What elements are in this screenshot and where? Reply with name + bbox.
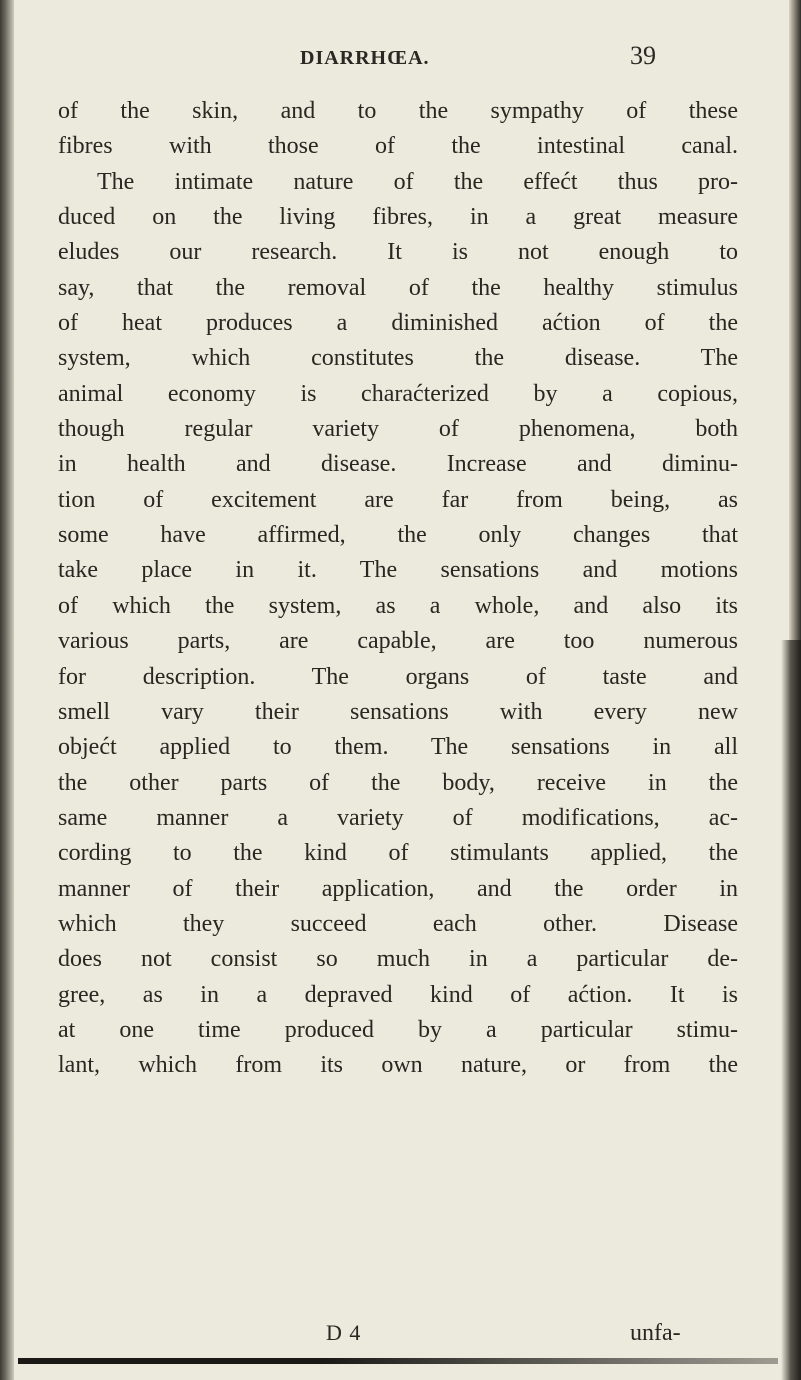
running-title: DIARRHŒA. — [300, 47, 430, 69]
text-line: tion of excitement are far from being, as — [58, 486, 738, 513]
text-line: for description. The organs of taste and — [58, 663, 738, 690]
text-line: smell vary their sensations with every new — [58, 698, 738, 725]
text-line: same manner a variety of modifications, ac- — [58, 804, 738, 831]
page-bottom-shadow — [18, 1358, 778, 1364]
text-line: eludes our research. It is not enough to — [58, 239, 738, 266]
text-line: in health and disease. Increase and diminu- — [58, 451, 738, 478]
text-line: though regular variety of phenomena, both — [58, 416, 738, 443]
text-line: say, that the removal of the healthy stimulus — [58, 274, 738, 301]
text-line: take place in it. The sensations and motions — [58, 557, 738, 584]
text-line: The intimate nature of the effećt thus pro- — [97, 168, 738, 195]
text-line: fibres with those of the intestinal canal. — [58, 133, 738, 160]
text-line: of heat produces a diminished aćtion of the — [58, 310, 738, 337]
text-line: objećt applied to them. The sensations in all — [58, 734, 738, 761]
text-line: duced on the living fibres, in a great measure — [58, 204, 738, 231]
text-line: manner of their application, and the order in — [58, 875, 738, 902]
catchword: unfa- — [630, 1320, 681, 1346]
text-line: of which the system, as a whole, and also its — [58, 592, 738, 619]
text-line: the other parts of the body, receive in the — [58, 769, 738, 796]
page-footer — [0, 1320, 801, 1360]
text-line: does not consist so much in a particular de- — [58, 946, 738, 973]
text-line: animal economy is charaćterized by a copious, — [58, 380, 738, 407]
text-line: at one time produced by a particular stimu- — [58, 1016, 738, 1043]
text-line: of the skin, and to the sympathy of these — [58, 98, 738, 124]
text-line: cording to the kind of stimulants applied, the — [58, 840, 738, 867]
page-edge-shadow — [781, 640, 801, 1380]
text-line: gree, as in a depraved kind of aćtion. It is — [58, 981, 738, 1008]
text-line: system, which constitutes the disease. The — [58, 345, 738, 372]
body-text — [58, 94, 738, 1084]
text-line: lant, which from its own nature, or from the — [58, 1052, 738, 1079]
page-number: 39 — [630, 41, 656, 70]
page-header — [0, 41, 801, 81]
signature-mark: D 4 — [326, 1320, 362, 1345]
page-edge-left — [0, 0, 14, 1380]
text-line: various parts, are capable, are too numerous — [58, 628, 738, 655]
text-line: some have affirmed, the only changes that — [58, 522, 738, 549]
text-line: which they succeed each other. Disease — [58, 910, 738, 937]
